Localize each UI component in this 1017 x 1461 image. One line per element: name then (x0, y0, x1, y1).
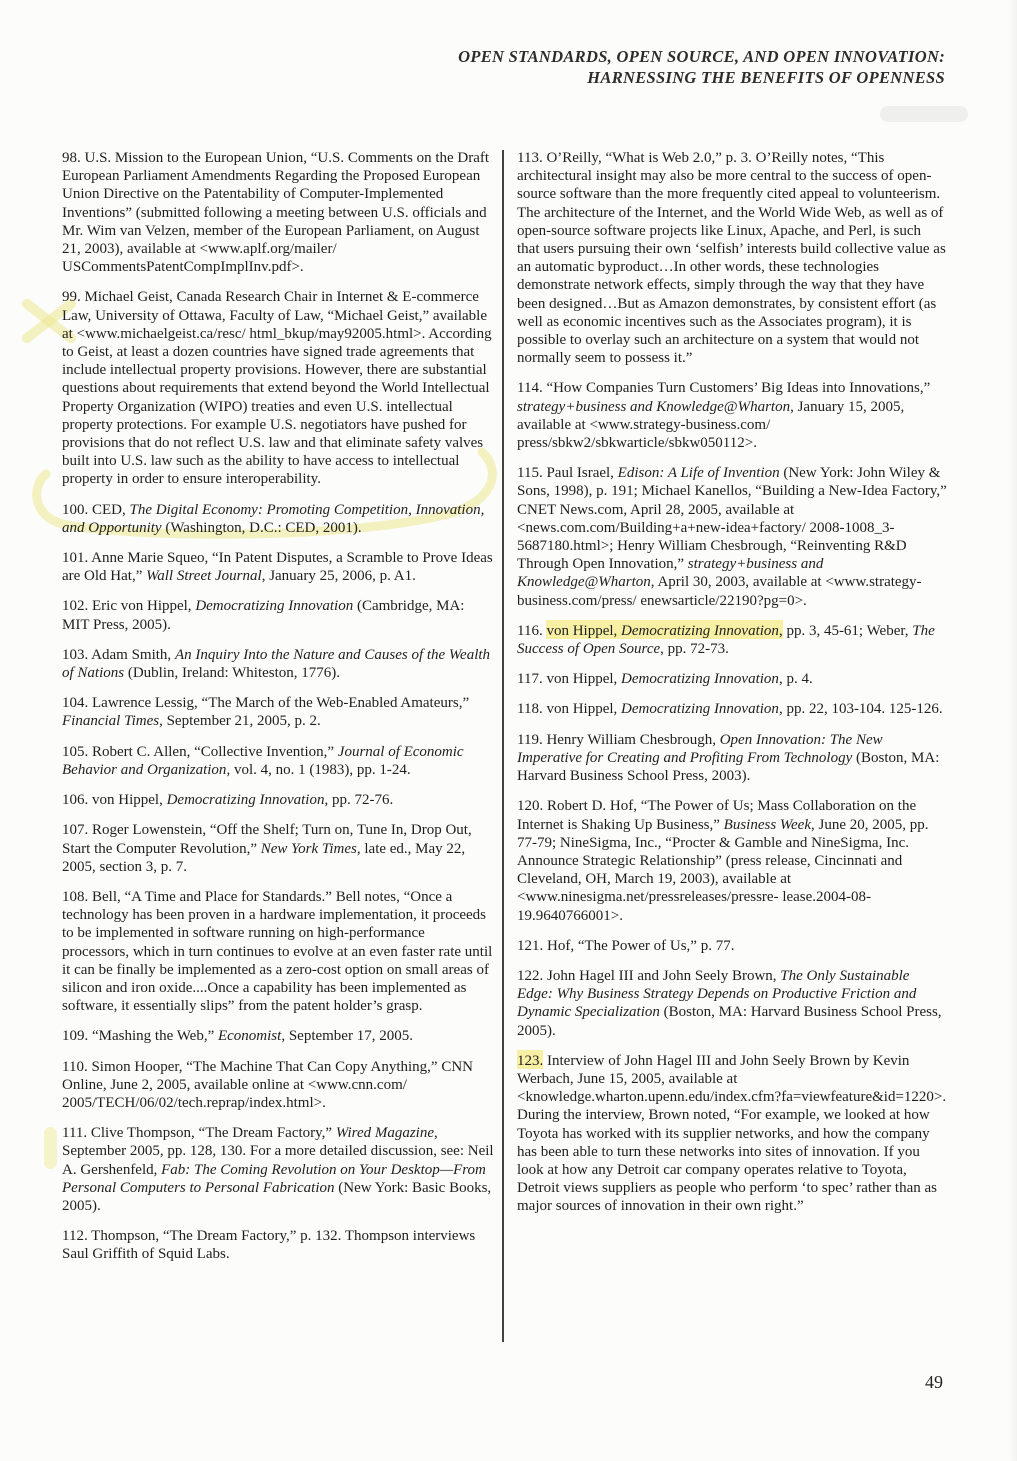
note-title-italic: The Success of Open Source (517, 622, 935, 658)
note-104 (62, 694, 494, 730)
note-text: 107. Roger Lowenstein, “Off the Shelf; Turn on, Tune In, Drop Out, Start the Computer Revolution,” (62, 822, 472, 857)
note-102 (62, 597, 494, 633)
note-text: 106. von Hippel, (62, 792, 167, 809)
highlighted-text: 123. (517, 1052, 544, 1069)
note-title-italic: Wired Magazine (335, 1125, 435, 1142)
margin-dab (44, 1127, 57, 1169)
note-120 (517, 797, 947, 924)
note-text: 110. Simon Hooper, “The Machine That Can Copy Anything,” CNN Online, June 2, 2005, available online at <www.cnn.com/ 2005/TECH/06/02/tech.reprap/index.html>. (62, 1058, 474, 1111)
note-text: , April 30, 2003, available at <www.strategy-business.com/press/ enewsarticle/22190?pg=0>. (517, 574, 922, 609)
note-text: 99. Michael Geist, Canada Research Chair in Internet & E-commerce Law, University of Ottawa, Faculty of Law, “Michael Geist,” available at <www.michaelgeist.ca/resc/ html_bkup/may92005.html>. According to Geist, at least a dozen countries have signed trade agreements that include intellectual property provisions. However, there are substantial questions about requirements that extend beyond the World Intellectual Property Organization (WIPO) treaties and even U.S. intellectual property protections. For example U.S. negotiators have pushed for provisions that do not reflect U.S. law and that eliminate safety valves built into U.S. law such as the ability to have access to intellectual property in order to ensure interoperability. (62, 289, 492, 488)
running-header (458, 46, 945, 88)
scan-smudge (880, 106, 968, 122)
note-101 (62, 549, 494, 585)
note-113 (517, 149, 947, 367)
highlighted-text: Democratizing Innovation (621, 622, 779, 639)
running-header-line2: HARNESSING THE BENEFITS OF OPENNESS (587, 68, 945, 87)
note-text: 101. Anne Marie Squeo, “In Patent Disputes, a Scramble to Prove Ideas are Old Hat,” (62, 550, 493, 585)
note-text: , pp. 72-76. (324, 792, 394, 809)
note-text: , January 15, 2005, available at <www.strategy-business.com/ press/sbkw2/sbkwarticle/sbkw050112>. (517, 398, 905, 452)
note-text: 116. (517, 622, 547, 639)
note-title-italic: Open Innovation: The New Imperative for Creating and Profiting From Technology (517, 731, 883, 766)
note-title-italic: The Digital Economy: Promoting Competition, Innovation, and Opportunity (62, 501, 485, 536)
note-text: 111. Clive Thompson, “The Dream Factory,” (62, 1125, 336, 1142)
note-title-italic: Democratizing Innovation (621, 671, 779, 688)
note-text: 121. Hof, “The Power of Us,” p. 77. (517, 937, 735, 954)
page-edge-shade (1009, 0, 1017, 1461)
note-title-italic: strategy+business and Knowledge@Wharton (517, 398, 791, 415)
note-123 (517, 1052, 947, 1216)
note-title-italic: Edison: A Life of Invention (617, 465, 780, 482)
note-105 (62, 743, 494, 779)
note-text: Interview of John Hagel III and John Seely Brown by Kevin Werbach, June 15, 2005, available at <knowledge.wharton.upenn.edu/index.cfm?fa=viewfeature&id=1220>. During the interview, Brown noted, “For example, we looked at how Toyota has worked with its supplier networks, and how the company has been able to turn these networks into sites of innovation. If you look at how any Detroit car company operates relative to Toyota, Detroit views suppliers as people who perform ‘to spec’ rather than as major sources of innovation in their own right.” (517, 1052, 947, 1215)
note-116 (517, 622, 947, 658)
notes-column-left (62, 149, 494, 1276)
note-text: 100. CED, (62, 501, 130, 518)
note-title-italic: Democratizing Innovation (195, 598, 354, 615)
note-text: (Boston, MA: Harvard Business School Press, 2003). (517, 749, 940, 785)
note-99 (62, 288, 494, 488)
note-text: , June 20, 2005, pp. 77-79; NineSigma, Inc., “Procter & Gamble and NineSigma, Inc. Announce Strategic Relationship” (press release, Cincinnati and Cleveland, OH, March 19, 2003), available at <www.ninesigma.net/pressreleases/pressre- lease.2004-08-19.9640766001>. (517, 816, 929, 924)
note-text: 109. “Mashing the Web,” (62, 1028, 218, 1045)
note-text: , late ed., May 22, 2005, section 3, p. 7. (62, 840, 466, 875)
note-text: 105. Robert C. Allen, “Collective Invention,” (62, 743, 338, 760)
note-title-italic: The Only Sustainable Edge: Why Business Strategy Depends on Productive Friction and Dynamic Specialization (517, 967, 917, 1021)
highlighted-text: von Hippel, (546, 622, 622, 639)
note-title-italic: New York Times (260, 840, 357, 857)
note-title-italic: Fab: The Coming Revolution on Your Desktop—From Personal Computers to Personal Fabrication (62, 1161, 486, 1196)
note-text: (New York: John Wiley & Sons, 1998), p. 191; Michael Kanellos, “Building a New-Idea Factory,” CNET News.com, April 28, 2005, available at <news.com.com/Building+a+new-idea+factory/ 2008-1008_3-5687180.html>; Henry William Chesbrough, “Reinventing R&D Through Open Innovation,” (517, 465, 947, 573)
note-text: 118. von Hippel, (517, 701, 622, 718)
column-divider (502, 150, 504, 1342)
note-text: , January 25, 2006, p. A1. (261, 568, 416, 585)
note-text: 108. Bell, “A Time and Place for Standards.” Bell notes, “Once a technology has been proven in a hardware implementation, it proceeds to be implemented in software running on high-performance processors, which in turn continues to evolve at an even faster rate until it can be finally be implemented as a zero-cost option on small areas of silicon and iron oxide....Once a capability has been implemented as software, it essentially slips” from the patent holder’s grasp. (62, 888, 493, 1015)
note-text: , September 17, 2005. (281, 1028, 413, 1045)
note-text: 112. Thompson, “The Dream Factory,” p. 132. Thompson interviews Saul Griffith of Squid Labs. (62, 1228, 476, 1263)
note-text: 120. Robert D. Hof, “The Power of Us; Mass Collaboration on the Internet is Shaking Up Business,” (517, 798, 917, 833)
note-text: 119. Henry William Chesbrough, (517, 731, 720, 748)
note-121 (517, 937, 947, 955)
note-103 (62, 646, 494, 682)
note-110 (62, 1058, 494, 1113)
note-112 (62, 1227, 494, 1263)
note-title-italic: Economist (217, 1028, 282, 1045)
note-text: 102. Eric von Hippel, (62, 598, 196, 615)
note-text: 115. Paul Israel, (517, 465, 618, 482)
note-title-italic: Democratizing Innovation (621, 701, 779, 718)
note-title-italic: strategy+business and Knowledge@Wharton (517, 556, 824, 591)
note-title-italic: Business Week (723, 816, 811, 833)
note-text: 98. U.S. Mission to the European Union, “U.S. Comments on the Draft European Parliament Amendments Regarding the Proposed European Union Directive on the Patentability of Computer-Implemented Inventions” (submitted following a meeting between U.S. officials and Mr. Wim van Velzen, member of the European Parliament, on August 21, 2003), available at <www.aplf.org/mailer/ USCommentsPatentCompImplInv.pdf>. (62, 150, 490, 276)
note-text: (New York: Basic Books, 2005). (62, 1179, 492, 1214)
note-text: , p. 4. (778, 671, 813, 688)
note-119 (517, 731, 947, 786)
note-118 (517, 700, 947, 718)
note-text: 103. Adam Smith, (62, 646, 175, 663)
note-text: 104. Lawrence Lessig, “The March of the Web-Enabled Amateurs,” (62, 695, 470, 712)
note-text: , September 21, 2005, p. 2. (159, 713, 321, 730)
note-107 (62, 821, 494, 876)
note-title-italic: Journal of Economic Behavior and Organization (62, 743, 464, 778)
note-108 (62, 888, 494, 1015)
note-text: 117. von Hippel, (517, 671, 622, 688)
note-122 (517, 967, 947, 1040)
page-number: 49 (925, 1372, 943, 1392)
note-100 (62, 501, 494, 537)
note-title-italic: An Inquiry Into the Nature and Causes of the Wealth of Nations (62, 646, 491, 682)
note-text: 114. “How Companies Turn Customers’ Big Ideas into Innovations,” (517, 380, 931, 397)
note-text: , pp. 72-73. (660, 641, 729, 658)
note-title-italic: Wall Street Journal (146, 568, 262, 585)
note-title-italic: Financial Times (62, 713, 160, 730)
highlighted-text: , (778, 622, 783, 639)
note-106 (62, 791, 494, 809)
running-header-line1: OPEN STANDARDS, OPEN SOURCE, AND OPEN INNOVATION: (458, 47, 945, 66)
note-115 (517, 464, 947, 610)
note-109 (62, 1027, 494, 1045)
note-117 (517, 670, 947, 688)
note-text: 122. John Hagel III and John Seely Brown, (517, 967, 781, 984)
note-text: (Washington, D.C.: CED, 2001). (161, 519, 362, 536)
note-text: 113. O’Reilly, “What is Web 2.0,” p. 3. O’Reilly notes, “This architectural insight may also be more central to the success of open-source software than the more frequently cited appeal to volunteerism. The architecture of the Internet, and the World Wide Web, as well as of open-source software projects like Linux, Apache, and Perl, is such that users pursuing their own ‘selfish’ interests build collective value as an automatic byproduct…In other words, these technologies demonstrate network effects, simply through the way that they have been designed…But as Amazon demonstrates, by consistent effort (as well as economic incentives such as the Associates program), it is possible to overlay such an architecture on a system that would not normally seem to possess it.” (517, 150, 946, 367)
note-114 (517, 379, 947, 452)
note-98 (62, 149, 494, 276)
note-text: (Cambridge, MA: MIT Press, 2005). (62, 598, 465, 633)
note-text: , September 2005, pp. 128, 130. For a more detailed discussion, see: Neil A. Gershenfeld, (62, 1125, 494, 1178)
note-text: pp. 3, 45-61; Weber, (782, 622, 913, 639)
note-title-italic: Democratizing Innovation (166, 792, 325, 809)
notes-column-right (517, 149, 947, 1228)
note-text: , pp. 22, 103-104. 125-126. (778, 701, 943, 718)
note-111 (62, 1124, 494, 1215)
note-text: (Boston, MA: Harvard Business School Press, 2005). (517, 1004, 942, 1039)
note-text: (Dublin, Ireland: Whiteston, 1776). (124, 665, 341, 682)
note-text: , vol. 4, no. 1 (1983), pp. 1-24. (226, 761, 411, 778)
